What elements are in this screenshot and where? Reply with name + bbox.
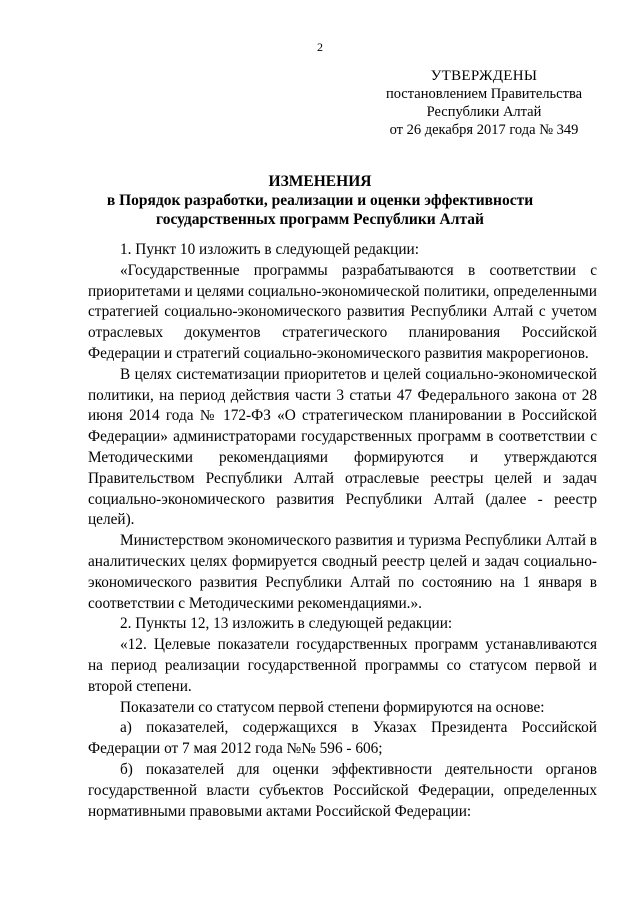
page-number: 2: [317, 40, 323, 54]
title-heading: ИЗМЕНЕНИЯ: [268, 173, 372, 190]
paragraph-item-2: 2. Пункты 12, 13 изложить в следующей редакции:: [120, 615, 453, 633]
approval-heading: УТВЕРЖДЕНЫ: [430, 68, 538, 84]
approval-line-date: от 26 декабря 2017 года № 349: [389, 122, 579, 138]
approval-line-region: Республики Алтай: [426, 104, 542, 120]
title-subject-line-1: в Порядок разработки, реализации и оценки эффективности: [106, 192, 534, 209]
approval-line-authority: постановлением Правительства: [385, 86, 583, 102]
paragraph-subitem-b: б) показателей для оценки эффективности деятельности органов государственной власти субъектов Российской Федерации, определенных нормативными правовыми актами Российской Федерации:: [88, 760, 597, 820]
paragraph-item-1: 1. Пункт 10 изложить в следующей редакции:: [120, 241, 419, 258]
title-subject-line-2: государственных программ Республики Алтай: [156, 211, 484, 228]
paragraph-target-indicators: «12. Целевые показатели государственных программ устанавливаются на период реализации государственной программы со статусом первой и второй степени.: [88, 636, 597, 695]
paragraph-subitem-a: а) показателей, содержащихся в Указах Президента Российской Федерации от 7 мая 2012 года №№ 596 - 606;: [88, 719, 597, 758]
document-body: [88, 240, 597, 822]
paragraph-goals-registry: В целях систематизации приоритетов и целей социально-экономической политики, на период действия части 3 статьи 47 Федерального закона от 28 июня 2014 года № 172-ФЗ «О стратегическом планировании в Российской Федерации» администраторами государственных программ в соответствии с Методическими рекомендациями формируются и утверждаются Правительством Республики Алтай отраслевые реестры целей и задач социально-экономического развития Республики Алтай (далее - реестр целей).: [88, 365, 597, 529]
document-title: [0, 172, 640, 229]
paragraph-programs-development: «Государственные программы разрабатываются в соответствии с приоритетами и целями социально-экономической политики, определенными стратегией социально-экономического развития Республики Алтай с учетом отраслевых документов стратегического планирования Российской Федерации и стратегий социально-экономического развития макрорегионов.: [88, 261, 597, 362]
paragraph-first-degree-basis: Показатели со статусом первой степени формируются на основе:: [120, 698, 545, 716]
approval-block: [374, 67, 594, 139]
paragraph-consolidated-registry: Министерством экономического развития и туризма Республики Алтай в аналитических целях формируется сводный реестр целей и задач социально-экономического развития Республики Алтай по состоянию на 1 января в соответствии с Методическими рекомендациями.».: [88, 532, 597, 612]
